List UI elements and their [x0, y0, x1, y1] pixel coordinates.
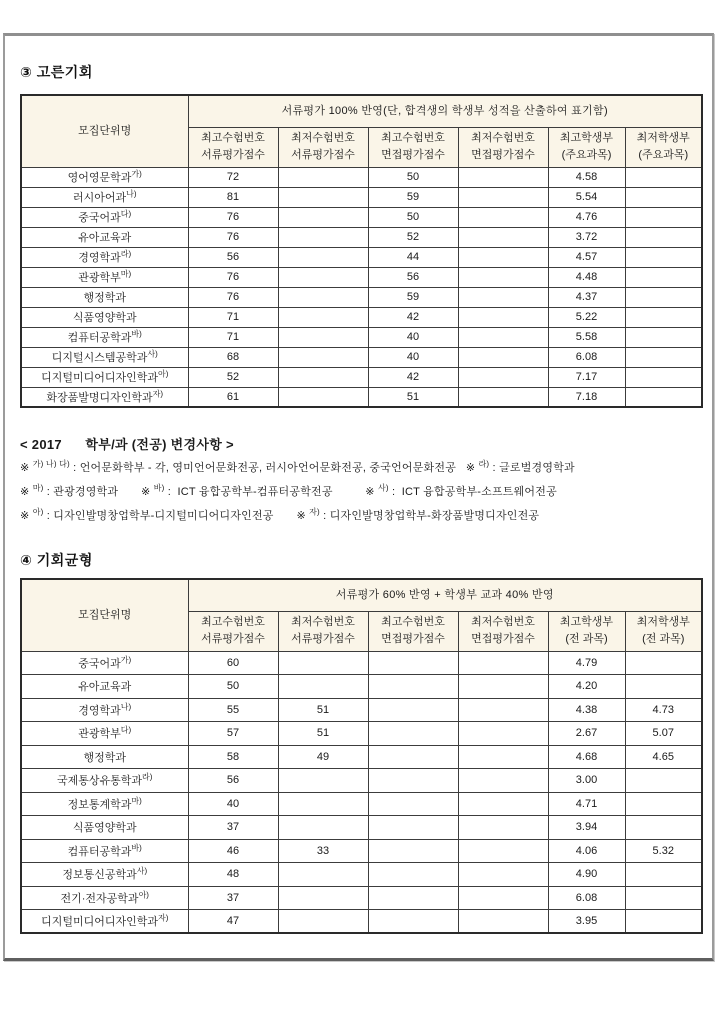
footnote-marker: 가) — [131, 169, 142, 179]
score-cell — [625, 886, 702, 910]
unit-name-cell: 경영학과$^{나)}$ — [21, 698, 188, 722]
score-cell: 5.58 — [548, 327, 625, 347]
footnote-marker: 아) — [138, 890, 149, 900]
score-cell: 6.08 — [548, 347, 625, 367]
score-cell — [278, 347, 368, 367]
table-gihoe-gyunhyeong — [20, 578, 703, 934]
footnote-marker: 아) — [157, 369, 169, 379]
footnote-marker: 바) — [131, 329, 142, 339]
score-cell: 50 — [368, 207, 458, 227]
table-row — [21, 816, 702, 840]
score-cell: 37 — [188, 886, 278, 910]
table-header-row — [21, 95, 702, 127]
score-cell — [278, 675, 368, 699]
score-cell — [458, 347, 548, 367]
column-header-doc-score-max: 최고수험번호 서류평가점수 — [188, 127, 278, 167]
footnote-marker: 나) — [126, 189, 137, 199]
column-header-doc-score-min: 최저수험번호 서류평가점수 — [278, 611, 368, 651]
score-cell — [625, 367, 702, 387]
score-cell: 4.76 — [548, 207, 625, 227]
footnotes-lines — [20, 461, 705, 524]
score-cell: 4.73 — [625, 698, 702, 722]
score-cell — [458, 839, 548, 863]
score-cell — [458, 722, 548, 746]
footnote-marker: 라) — [120, 249, 132, 259]
score-cell: 4.38 — [548, 698, 625, 722]
table-row — [21, 207, 702, 227]
score-cell: 5.22 — [548, 307, 625, 327]
score-cell — [458, 267, 548, 287]
score-cell: 59 — [368, 187, 458, 207]
score-cell: 42 — [368, 307, 458, 327]
score-cell — [458, 886, 548, 910]
score-cell — [368, 769, 458, 793]
score-cell: 3.72 — [548, 227, 625, 247]
score-cell — [625, 327, 702, 347]
score-cell — [278, 227, 368, 247]
score-cell — [368, 651, 458, 675]
table-row — [21, 698, 702, 722]
unit-name-cell: 행정학과 — [21, 745, 188, 769]
score-cell — [458, 651, 548, 675]
score-cell: 71 — [188, 307, 278, 327]
score-cell: 7.17 — [548, 367, 625, 387]
score-cell: 42 — [368, 367, 458, 387]
unit-name-cell: 국제통상유통학과$^{라)}$ — [21, 769, 188, 793]
footnote-line: ※ $^{가) 나) 다)}$ : 언어문화학부 - 각, 영미언어문화전공, 러시아언어문화전공, 중국언어문화전공 ※ $^{라)}$ : 글로벌경영학과 — [20, 459, 575, 474]
score-cell: 4.20 — [548, 675, 625, 699]
footnote-marker: 라) — [142, 772, 153, 782]
score-cell: 6.08 — [548, 886, 625, 910]
score-cell: 51 — [278, 722, 368, 746]
score-cell: 71 — [188, 327, 278, 347]
score-cell: 52 — [188, 367, 278, 387]
score-cell: 59 — [368, 287, 458, 307]
footnote-marker: 마) — [131, 796, 142, 806]
score-cell — [458, 698, 548, 722]
footnote-marker: 나) — [120, 702, 132, 712]
footnote-marker: 자) — [152, 389, 164, 399]
footnotes-title: < 2017 학부/과 (전공) 변경사항 > — [20, 437, 234, 452]
score-cell: 40 — [368, 327, 458, 347]
score-cell — [278, 207, 368, 227]
score-cell: 56 — [368, 267, 458, 287]
score-cell: 51 — [368, 387, 458, 407]
score-cell: 72 — [188, 167, 278, 187]
table-row — [21, 347, 702, 367]
score-cell: 33 — [278, 839, 368, 863]
column-header-record-max: 최고학생부 (전 과목) — [548, 611, 625, 651]
score-cell: 60 — [188, 651, 278, 675]
table-row — [21, 227, 702, 247]
footnote-marker: 바) — [131, 843, 142, 853]
section-title-gihoe-gyunhyeong — [20, 550, 93, 570]
score-cell — [278, 327, 368, 347]
document-page — [3, 33, 714, 961]
score-cell — [458, 307, 548, 327]
table-row — [21, 722, 702, 746]
score-cell — [368, 745, 458, 769]
score-cell — [278, 387, 368, 407]
unit-name-cell: 유아교육과 — [21, 227, 188, 247]
column-group-header: 서류평가 100% 반영(단, 합격생의 학생부 성적을 산출하여 표기함) — [188, 95, 702, 127]
unit-name-cell: 관광학부$^{다)}$ — [21, 722, 188, 746]
score-cell — [458, 167, 548, 187]
score-cell — [278, 910, 368, 934]
score-cell — [625, 816, 702, 840]
score-cell: 61 — [188, 387, 278, 407]
footnote-marker: 자) — [157, 913, 169, 923]
unit-name-cell: 러시아어과$^{나)}$ — [21, 187, 188, 207]
score-cell — [625, 247, 702, 267]
table-row — [21, 910, 702, 934]
score-cell: 4.58 — [548, 167, 625, 187]
footnote-sup: 가) 나) 다) — [32, 459, 70, 469]
table-row — [21, 267, 702, 287]
unit-name-cell: 행정학과 — [21, 287, 188, 307]
score-cell — [368, 863, 458, 887]
score-cell — [278, 247, 368, 267]
score-cell: 57 — [188, 722, 278, 746]
score-cell: 3.00 — [548, 769, 625, 793]
section-title-goreun-gihoe — [20, 62, 93, 82]
score-cell: 4.48 — [548, 267, 625, 287]
footnote-sup: 자) — [309, 507, 320, 517]
column-header-doc-score-max: 최고수험번호 서류평가점수 — [188, 611, 278, 651]
footnote-marker: 다) — [120, 209, 132, 219]
score-cell — [368, 886, 458, 910]
score-cell — [278, 307, 368, 327]
score-cell: 76 — [188, 227, 278, 247]
unit-name-cell: 디지털시스템공학과$^{사)}$ — [21, 347, 188, 367]
score-cell: 44 — [368, 247, 458, 267]
score-cell — [458, 367, 548, 387]
score-cell — [625, 387, 702, 407]
score-cell — [458, 675, 548, 699]
table-row — [21, 187, 702, 207]
score-cell: 48 — [188, 863, 278, 887]
column-header-record-min: 최저학생부 (전 과목) — [625, 611, 702, 651]
score-cell — [625, 863, 702, 887]
score-cell — [458, 863, 548, 887]
table-row — [21, 886, 702, 910]
score-cell — [458, 247, 548, 267]
footnote-sup: 마) — [32, 483, 44, 493]
score-cell — [278, 769, 368, 793]
table-body — [21, 167, 702, 407]
unit-name-cell: 식품영양학과 — [21, 816, 188, 840]
unit-name-cell: 중국어과$^{가)}$ — [21, 651, 188, 675]
table-row — [21, 387, 702, 407]
score-cell: 5.07 — [625, 722, 702, 746]
score-cell — [625, 267, 702, 287]
table-row — [21, 247, 702, 267]
score-cell: 4.06 — [548, 839, 625, 863]
score-cell: 76 — [188, 267, 278, 287]
score-cell: 4.65 — [625, 745, 702, 769]
score-cell: 4.71 — [548, 792, 625, 816]
table-body — [21, 651, 702, 933]
score-cell — [458, 327, 548, 347]
score-cell: 4.68 — [548, 745, 625, 769]
table-header-row — [21, 579, 702, 611]
score-cell: 46 — [188, 839, 278, 863]
unit-name-cell: 유아교육과 — [21, 675, 188, 699]
score-cell — [458, 227, 548, 247]
column-header-unit-name: 모집단위명 — [21, 95, 188, 167]
score-cell — [625, 207, 702, 227]
score-cell — [625, 910, 702, 934]
score-cell: 50 — [368, 167, 458, 187]
footnote-marker: 사) — [147, 349, 158, 359]
score-cell: 47 — [188, 910, 278, 934]
unit-name-cell: 디지털미디어디자인학과$^{자)}$ — [21, 910, 188, 934]
score-cell — [458, 207, 548, 227]
table-row — [21, 675, 702, 699]
score-cell — [458, 745, 548, 769]
score-cell: 81 — [188, 187, 278, 207]
table-row — [21, 167, 702, 187]
score-cell — [278, 792, 368, 816]
footnote-sup: 아) — [32, 507, 44, 517]
footnote-line: ※ $^{아)}$ : 디자인발명창업학부-디지털미디어디자인전공 ※ $^{자)}$ : 디자인발명창업학부-화장품발명디자인전공 — [20, 507, 540, 522]
section-number: ④ — [20, 552, 33, 568]
score-cell — [625, 675, 702, 699]
score-cell — [458, 769, 548, 793]
section-label: 고른기회 — [36, 64, 93, 80]
score-cell — [278, 367, 368, 387]
footnote-marker: 마) — [120, 269, 132, 279]
score-cell — [368, 839, 458, 863]
score-cell — [368, 816, 458, 840]
score-cell — [278, 267, 368, 287]
unit-name-cell: 전기·전자공학과$^{아)}$ — [21, 886, 188, 910]
table-row — [21, 863, 702, 887]
section-label: 기회균형 — [36, 552, 93, 568]
score-cell — [625, 347, 702, 367]
score-cell — [278, 651, 368, 675]
column-header-doc-score-min: 최저수험번호 서류평가점수 — [278, 127, 368, 167]
column-header-record-min: 최저학생부 (주요과목) — [625, 127, 702, 167]
score-cell — [625, 651, 702, 675]
table-goreun-gihoe — [20, 94, 703, 408]
table-row — [21, 769, 702, 793]
unit-name-cell: 영어영문학과$^{가)}$ — [21, 167, 188, 187]
unit-name-cell: 식품영양학과 — [21, 307, 188, 327]
score-cell — [625, 167, 702, 187]
section-number: ③ — [20, 64, 33, 80]
score-cell — [278, 816, 368, 840]
score-cell — [278, 167, 368, 187]
score-cell — [458, 187, 548, 207]
score-cell — [278, 863, 368, 887]
column-group-header: 서류평가 60% 반영 + 학생부 교과 40% 반영 — [188, 579, 702, 611]
score-cell — [625, 227, 702, 247]
score-cell — [625, 287, 702, 307]
unit-name-cell: 경영학과$^{라)}$ — [21, 247, 188, 267]
score-cell — [368, 792, 458, 816]
table-row — [21, 651, 702, 675]
score-cell — [625, 307, 702, 327]
table-row — [21, 792, 702, 816]
score-cell: 56 — [188, 247, 278, 267]
score-cell: 3.95 — [548, 910, 625, 934]
score-cell: 76 — [188, 207, 278, 227]
unit-name-cell: 컴퓨터공학과$^{바)}$ — [21, 327, 188, 347]
score-cell — [278, 886, 368, 910]
score-cell: 49 — [278, 745, 368, 769]
score-cell — [458, 287, 548, 307]
score-cell: 4.79 — [548, 651, 625, 675]
column-header-unit-name: 모집단위명 — [21, 579, 188, 651]
score-cell — [458, 910, 548, 934]
score-cell: 3.94 — [548, 816, 625, 840]
table-row — [21, 367, 702, 387]
table-row — [21, 307, 702, 327]
score-cell: 50 — [188, 675, 278, 699]
score-cell — [458, 816, 548, 840]
score-cell: 2.67 — [548, 722, 625, 746]
score-cell: 40 — [188, 792, 278, 816]
footnote-marker: 사) — [136, 866, 148, 876]
unit-name-cell: 정보통계학과$^{마)}$ — [21, 792, 188, 816]
score-cell: 68 — [188, 347, 278, 367]
table-row — [21, 745, 702, 769]
unit-name-cell: 화장품발명디자인학과$^{자)}$ — [21, 387, 188, 407]
score-cell — [458, 387, 548, 407]
table-row — [21, 327, 702, 347]
score-cell: 58 — [188, 745, 278, 769]
score-cell: 7.18 — [548, 387, 625, 407]
unit-name-cell: 컴퓨터공학과$^{바)}$ — [21, 839, 188, 863]
column-header-interview-score-min: 최저수험번호 면접평가점수 — [458, 127, 548, 167]
footnote-marker: 가) — [120, 655, 132, 665]
score-cell: 5.54 — [548, 187, 625, 207]
footnote-sup: 사) — [377, 483, 389, 493]
footnote-line: ※ $^{마)}$ : 관광경영학과 ※ $^{바)}$ : ICT 융합공학부-컴퓨터공학전공 ※ $^{사)}$ : ICT 융합공학부-소프트웨어전공 — [20, 483, 557, 498]
score-cell — [625, 769, 702, 793]
footnote-sup: 라) — [478, 459, 490, 469]
footnotes-section — [20, 434, 705, 533]
score-cell: 4.57 — [548, 247, 625, 267]
footnote-marker: 다) — [120, 725, 132, 735]
score-cell — [625, 792, 702, 816]
score-cell — [368, 722, 458, 746]
score-cell: 5.32 — [625, 839, 702, 863]
score-cell: 51 — [278, 698, 368, 722]
score-cell — [458, 792, 548, 816]
footnote-sup: 바) — [153, 483, 165, 493]
column-header-interview-score-min: 최저수험번호 면접평가점수 — [458, 611, 548, 651]
score-cell: 56 — [188, 769, 278, 793]
score-cell — [625, 187, 702, 207]
score-cell — [368, 910, 458, 934]
score-cell: 40 — [368, 347, 458, 367]
score-cell: 37 — [188, 816, 278, 840]
score-cell: 52 — [368, 227, 458, 247]
column-header-interview-score-max: 최고수험번호 면접평가점수 — [368, 127, 458, 167]
unit-name-cell: 중국어과$^{다)}$ — [21, 207, 188, 227]
unit-name-cell: 정보통신공학과$^{사)}$ — [21, 863, 188, 887]
score-cell — [368, 675, 458, 699]
unit-name-cell: 디지털미디어디자인학과$^{아)}$ — [21, 367, 188, 387]
score-cell — [278, 287, 368, 307]
score-cell — [278, 187, 368, 207]
unit-name-cell: 관광학부$^{마)}$ — [21, 267, 188, 287]
score-cell — [368, 698, 458, 722]
table-row — [21, 287, 702, 307]
score-cell: 76 — [188, 287, 278, 307]
column-header-record-max: 최고학생부 (주요과목) — [548, 127, 625, 167]
score-cell: 55 — [188, 698, 278, 722]
score-cell: 4.90 — [548, 863, 625, 887]
column-header-interview-score-max: 최고수험번호 면접평가점수 — [368, 611, 458, 651]
score-cell: 4.37 — [548, 287, 625, 307]
table-row — [21, 839, 702, 863]
